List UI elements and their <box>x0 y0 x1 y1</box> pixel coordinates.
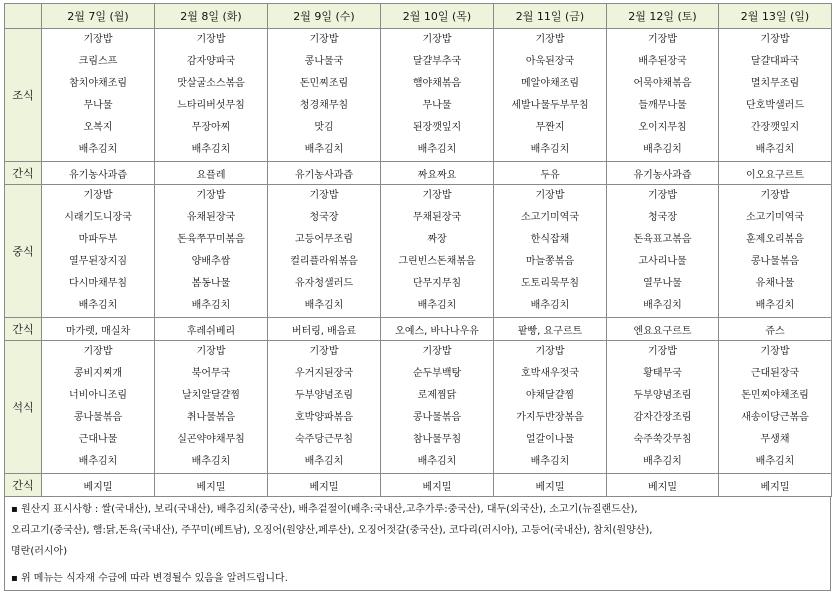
menu-item: 마늘쫑볶음 <box>525 256 575 267</box>
breakfast-cell <box>494 29 607 162</box>
snack-cell: 베지밀 <box>155 474 268 497</box>
menu-item: 세발나물두부무침 <box>511 100 589 111</box>
day-header: 2월 10일 (목) <box>381 4 494 29</box>
menu-item: 느타리버섯무침 <box>177 100 245 111</box>
snack-cell: 두유 <box>494 162 607 185</box>
menu-item: 무짠지 <box>535 122 565 133</box>
breakfast-label: 조식 <box>5 29 42 162</box>
menu-item: 얼갈이나물 <box>525 434 575 445</box>
snack-cell: 이오요구르트 <box>719 162 832 185</box>
menu-item: 고등어무조림 <box>295 234 353 245</box>
menu-item: 두부양념조림 <box>633 390 692 401</box>
menu-item: 기장밥 <box>309 190 339 201</box>
menu-item: 무장아찌 <box>191 122 231 133</box>
menu-item: 돈육쭈꾸미볶음 <box>177 234 245 245</box>
menu-item: 청국장 <box>309 212 339 223</box>
menu-item: 다시마채무침 <box>69 278 127 289</box>
menu-item: 단호박샐러드 <box>746 100 804 111</box>
notes-box <box>4 497 831 591</box>
menu-item: 배추김치 <box>304 144 344 155</box>
menu-item: 멸치무조림 <box>750 78 800 89</box>
menu-item: 그린빈스돈채볶음 <box>398 256 476 267</box>
menu-item: 된장깻잎지 <box>412 122 462 133</box>
menu-item: 기장밥 <box>535 346 565 357</box>
day-header: 2월 9일 (수) <box>268 4 381 29</box>
menu-item: 황태무국 <box>643 368 682 379</box>
menu-item: 기장밥 <box>648 34 677 45</box>
snack-cell: 베지밀 <box>607 474 719 497</box>
menu-item: 참나물무침 <box>412 434 462 445</box>
menu-item: 기장밥 <box>648 190 677 201</box>
menu-item: 배추김치 <box>304 300 344 311</box>
menu-item: 고사리나물 <box>638 256 687 267</box>
menu-item: 맛살굴소스볶음 <box>177 78 245 89</box>
menu-item: 무나물 <box>83 100 113 111</box>
menu-item: 배추김치 <box>755 300 795 311</box>
menu-item: 배추김치 <box>643 456 682 467</box>
menu-item: 돈민찌야채조림 <box>741 390 809 401</box>
menu-item: 숙주당근무침 <box>295 434 353 445</box>
lunch-cell <box>607 185 719 318</box>
origin-note-line: 명란(러시아) <box>11 546 68 557</box>
menu-item: 도토리묵무침 <box>521 278 579 289</box>
snack-cell: 오예스, 바나나우유 <box>381 318 494 341</box>
menu-item: 콩나물볶음 <box>750 256 800 267</box>
breakfast-cell <box>155 29 268 162</box>
lunch-cell <box>381 185 494 318</box>
menu-item: 어묵야채볶음 <box>633 78 692 89</box>
menu-item: 배추김치 <box>304 456 344 467</box>
menu-item: 기장밥 <box>83 34 113 45</box>
snack-label: 간식 <box>5 318 42 341</box>
menu-item: 들깨무나물 <box>638 100 687 111</box>
menu-item: 청경채무침 <box>299 100 349 111</box>
menu-item: 유채나물 <box>755 278 795 289</box>
lunch-label: 중식 <box>5 185 42 318</box>
menu-item: 배추김치 <box>417 144 457 155</box>
snack-cell: 마가렛, 매실차 <box>42 318 155 341</box>
menu-item: 배추김치 <box>78 300 118 311</box>
menu-item: 기장밥 <box>83 346 113 357</box>
menu-item: 순두부백탕 <box>412 368 462 379</box>
menu-item: 배추김치 <box>755 144 795 155</box>
day-header: 2월 12일 (토) <box>607 4 719 29</box>
menu-item: 소고기미역국 <box>746 212 804 223</box>
snack-cell: 요플레 <box>155 162 268 185</box>
origin-note-line: ▪ 원산지 표시사항 : 쌀(국내산), 보리(국내산), 배추김치(중국산), 배추겉절이(배추:국내산,고추가루:중국산), 대두(외국산), 소고기(뉴질랜드산), <box>11 504 638 515</box>
menu-item: 배추김치 <box>417 300 457 311</box>
dinner-cell <box>719 341 832 474</box>
corner-cell <box>5 4 42 29</box>
menu-item: 기장밥 <box>309 34 339 45</box>
menu-item: 시래기도니장국 <box>64 212 132 223</box>
header-row <box>5 4 832 29</box>
menu-item: 가지두반장볶음 <box>516 412 584 423</box>
menu-item: 달걀대파국 <box>750 56 800 67</box>
lunch-cell <box>268 185 381 318</box>
snack-cell: 유기농사과즙 <box>268 162 381 185</box>
dinner-label: 석식 <box>5 341 42 474</box>
lunch-cell <box>494 185 607 318</box>
menu-item: 콩나물볶음 <box>73 412 123 423</box>
menu-item: 두부양념조림 <box>295 390 353 401</box>
menu-item: 배추김치 <box>191 300 231 311</box>
day-header: 2월 11일 (금) <box>494 4 607 29</box>
menu-item: 아욱된장국 <box>525 56 575 67</box>
dinner-cell <box>42 341 155 474</box>
menu-item: 기장밥 <box>422 346 452 357</box>
menu-item: 숙주쑥갓무침 <box>633 434 692 445</box>
snack-cell: 베지밀 <box>719 474 832 497</box>
menu-item: 소고기미역국 <box>521 212 579 223</box>
menu-item: 오복지 <box>83 122 113 133</box>
menu-item: 한식잡채 <box>530 234 570 245</box>
menu-item: 야채달걀찜 <box>525 390 575 401</box>
origin-note-line: 오리고기(중국산), 햄:닭,돈육(국내산), 주꾸미(베트남), 오징어(원양산,페루산), 오징어젓갈(중국산), 코다리(러시아), 고등어(국내산), 참치(원양산), <box>11 525 653 536</box>
day-header: 2월 13일 (일) <box>719 4 832 29</box>
menu-item: 무나물 <box>422 100 452 111</box>
menu-item: 청국장 <box>648 212 677 223</box>
dinner-row <box>5 341 832 474</box>
snack-cell: 베지밀 <box>42 474 155 497</box>
menu-item: 근대나물 <box>78 434 118 445</box>
menu-item: 기장밥 <box>535 34 565 45</box>
menu-item: 실곤약야채무침 <box>177 434 245 445</box>
menu-item: 배추된장국 <box>638 56 687 67</box>
menu-item: 참치야채조림 <box>69 78 127 89</box>
menu-item: 배추김치 <box>530 144 570 155</box>
menu-item: 감자간장조림 <box>633 412 692 423</box>
menu-item: 기장밥 <box>648 346 677 357</box>
menu-item: 유자청샐러드 <box>295 278 353 289</box>
menu-item: 봄동나물 <box>191 278 231 289</box>
snack-cell: 후레쉬베리 <box>155 318 268 341</box>
menu-item: 기장밥 <box>760 34 790 45</box>
dinner-cell <box>381 341 494 474</box>
snack-label: 간식 <box>5 474 42 497</box>
menu-item: 콩비지찌개 <box>73 368 123 379</box>
dinner-cell <box>155 341 268 474</box>
dinner-cell <box>607 341 719 474</box>
menu-item: 감자양파국 <box>186 56 236 67</box>
menu-item: 양배추쌈 <box>191 256 231 267</box>
menu-item: 메알야채조림 <box>521 78 579 89</box>
snack-cell: 짜요짜요 <box>381 162 494 185</box>
menu-item: 기장밥 <box>196 190 226 201</box>
menu-item: 기장밥 <box>535 190 565 201</box>
menu-item: 기장밥 <box>309 346 339 357</box>
menu-item: 오이지무침 <box>638 122 687 133</box>
snack-cell: 베지밀 <box>494 474 607 497</box>
menu-item: 마파두부 <box>78 234 118 245</box>
breakfast-cell <box>719 29 832 162</box>
breakfast-cell <box>607 29 719 162</box>
menu-item: 돈민찌조림 <box>299 78 349 89</box>
lunch-cell <box>155 185 268 318</box>
menu-item: 배추김치 <box>78 456 118 467</box>
menu-item: 로제찜닭 <box>417 390 457 401</box>
lunch-cell <box>719 185 832 318</box>
menu-item: 호박양파볶음 <box>295 412 353 423</box>
menu-item: 무생채 <box>760 434 790 445</box>
menu-item: 호박새우젓국 <box>521 368 579 379</box>
menu-item: 단무지무침 <box>412 278 462 289</box>
menu-item: 무채된장국 <box>412 212 462 223</box>
menu-item: 기장밥 <box>760 346 790 357</box>
snack-cell: 팥빵, 요구르트 <box>494 318 607 341</box>
menu-item: 너비아니조림 <box>69 390 127 401</box>
menu-item: 배추김치 <box>530 300 570 311</box>
menu-item: 배추김치 <box>191 144 231 155</box>
menu-item: 훈제오리볶음 <box>746 234 804 245</box>
snack-cell: 베지밀 <box>268 474 381 497</box>
dinner-cell <box>494 341 607 474</box>
snack-label: 간식 <box>5 162 42 185</box>
menu-item: 크림스프 <box>78 56 118 67</box>
snack-cell: 버터링, 배음료 <box>268 318 381 341</box>
day-header: 2월 8일 (화) <box>155 4 268 29</box>
menu-item: 기장밥 <box>422 190 452 201</box>
lunch-cell <box>42 185 155 318</box>
snack-cell: 베지밀 <box>381 474 494 497</box>
menu-item: 북어무국 <box>191 368 231 379</box>
menu-item: 우거지된장국 <box>295 368 353 379</box>
menu-item: 날치알달걀찜 <box>182 390 240 401</box>
menu-item: 돈육표고볶음 <box>633 234 692 245</box>
snack-cell: 유기농사과즙 <box>42 162 155 185</box>
snack-row <box>5 318 832 341</box>
menu-item: 달걀부추국 <box>412 56 462 67</box>
menu-item: 기장밥 <box>422 34 452 45</box>
lunch-row <box>5 185 832 318</box>
menu-item: 콩나물볶음 <box>412 412 462 423</box>
menu-item: 햄야채볶음 <box>412 78 462 89</box>
menu-item: 취나물볶음 <box>186 412 236 423</box>
menu-item: 컬리플라워볶음 <box>290 256 358 267</box>
menu-item: 근대된장국 <box>750 368 800 379</box>
menu-item: 배추김치 <box>643 300 682 311</box>
menu-item: 새송이당근볶음 <box>741 412 809 423</box>
menu-item: 기장밥 <box>760 190 790 201</box>
menu-item: 기장밥 <box>196 346 226 357</box>
breakfast-cell <box>42 29 155 162</box>
snack-cell: 유기농사과즙 <box>607 162 719 185</box>
menu-item: 배추김치 <box>78 144 118 155</box>
menu-item: 열무나물 <box>643 278 682 289</box>
menu-item: 배추김치 <box>643 144 682 155</box>
snack-row <box>5 162 832 185</box>
menu-item: 맛김 <box>314 122 334 133</box>
weekly-menu-table <box>4 3 832 497</box>
change-notice: ▪ 위 메뉴는 식자재 수급에 따라 변경될수 있음을 알려드립니다. <box>11 573 288 584</box>
menu-item: 콩나물국 <box>304 56 344 67</box>
breakfast-row <box>5 29 832 162</box>
menu-item: 기장밥 <box>196 34 226 45</box>
breakfast-cell <box>381 29 494 162</box>
breakfast-cell <box>268 29 381 162</box>
menu-item: 배추김치 <box>417 456 457 467</box>
menu-item: 기장밥 <box>83 190 113 201</box>
menu-item: 유채된장국 <box>186 212 236 223</box>
menu-sheet <box>4 3 831 591</box>
menu-item: 간장깻잎지 <box>750 122 800 133</box>
menu-item: 짜장 <box>427 234 447 245</box>
menu-item: 열무된장지짐 <box>69 256 127 267</box>
menu-item: 배추김치 <box>755 456 795 467</box>
snack-cell: 쥬스 <box>719 318 832 341</box>
menu-item: 배추김치 <box>530 456 570 467</box>
menu-item: 배추김치 <box>191 456 231 467</box>
snack-row <box>5 474 832 497</box>
day-header: 2월 7일 (월) <box>42 4 155 29</box>
dinner-cell <box>268 341 381 474</box>
snack-cell: 엔요요구르트 <box>607 318 719 341</box>
